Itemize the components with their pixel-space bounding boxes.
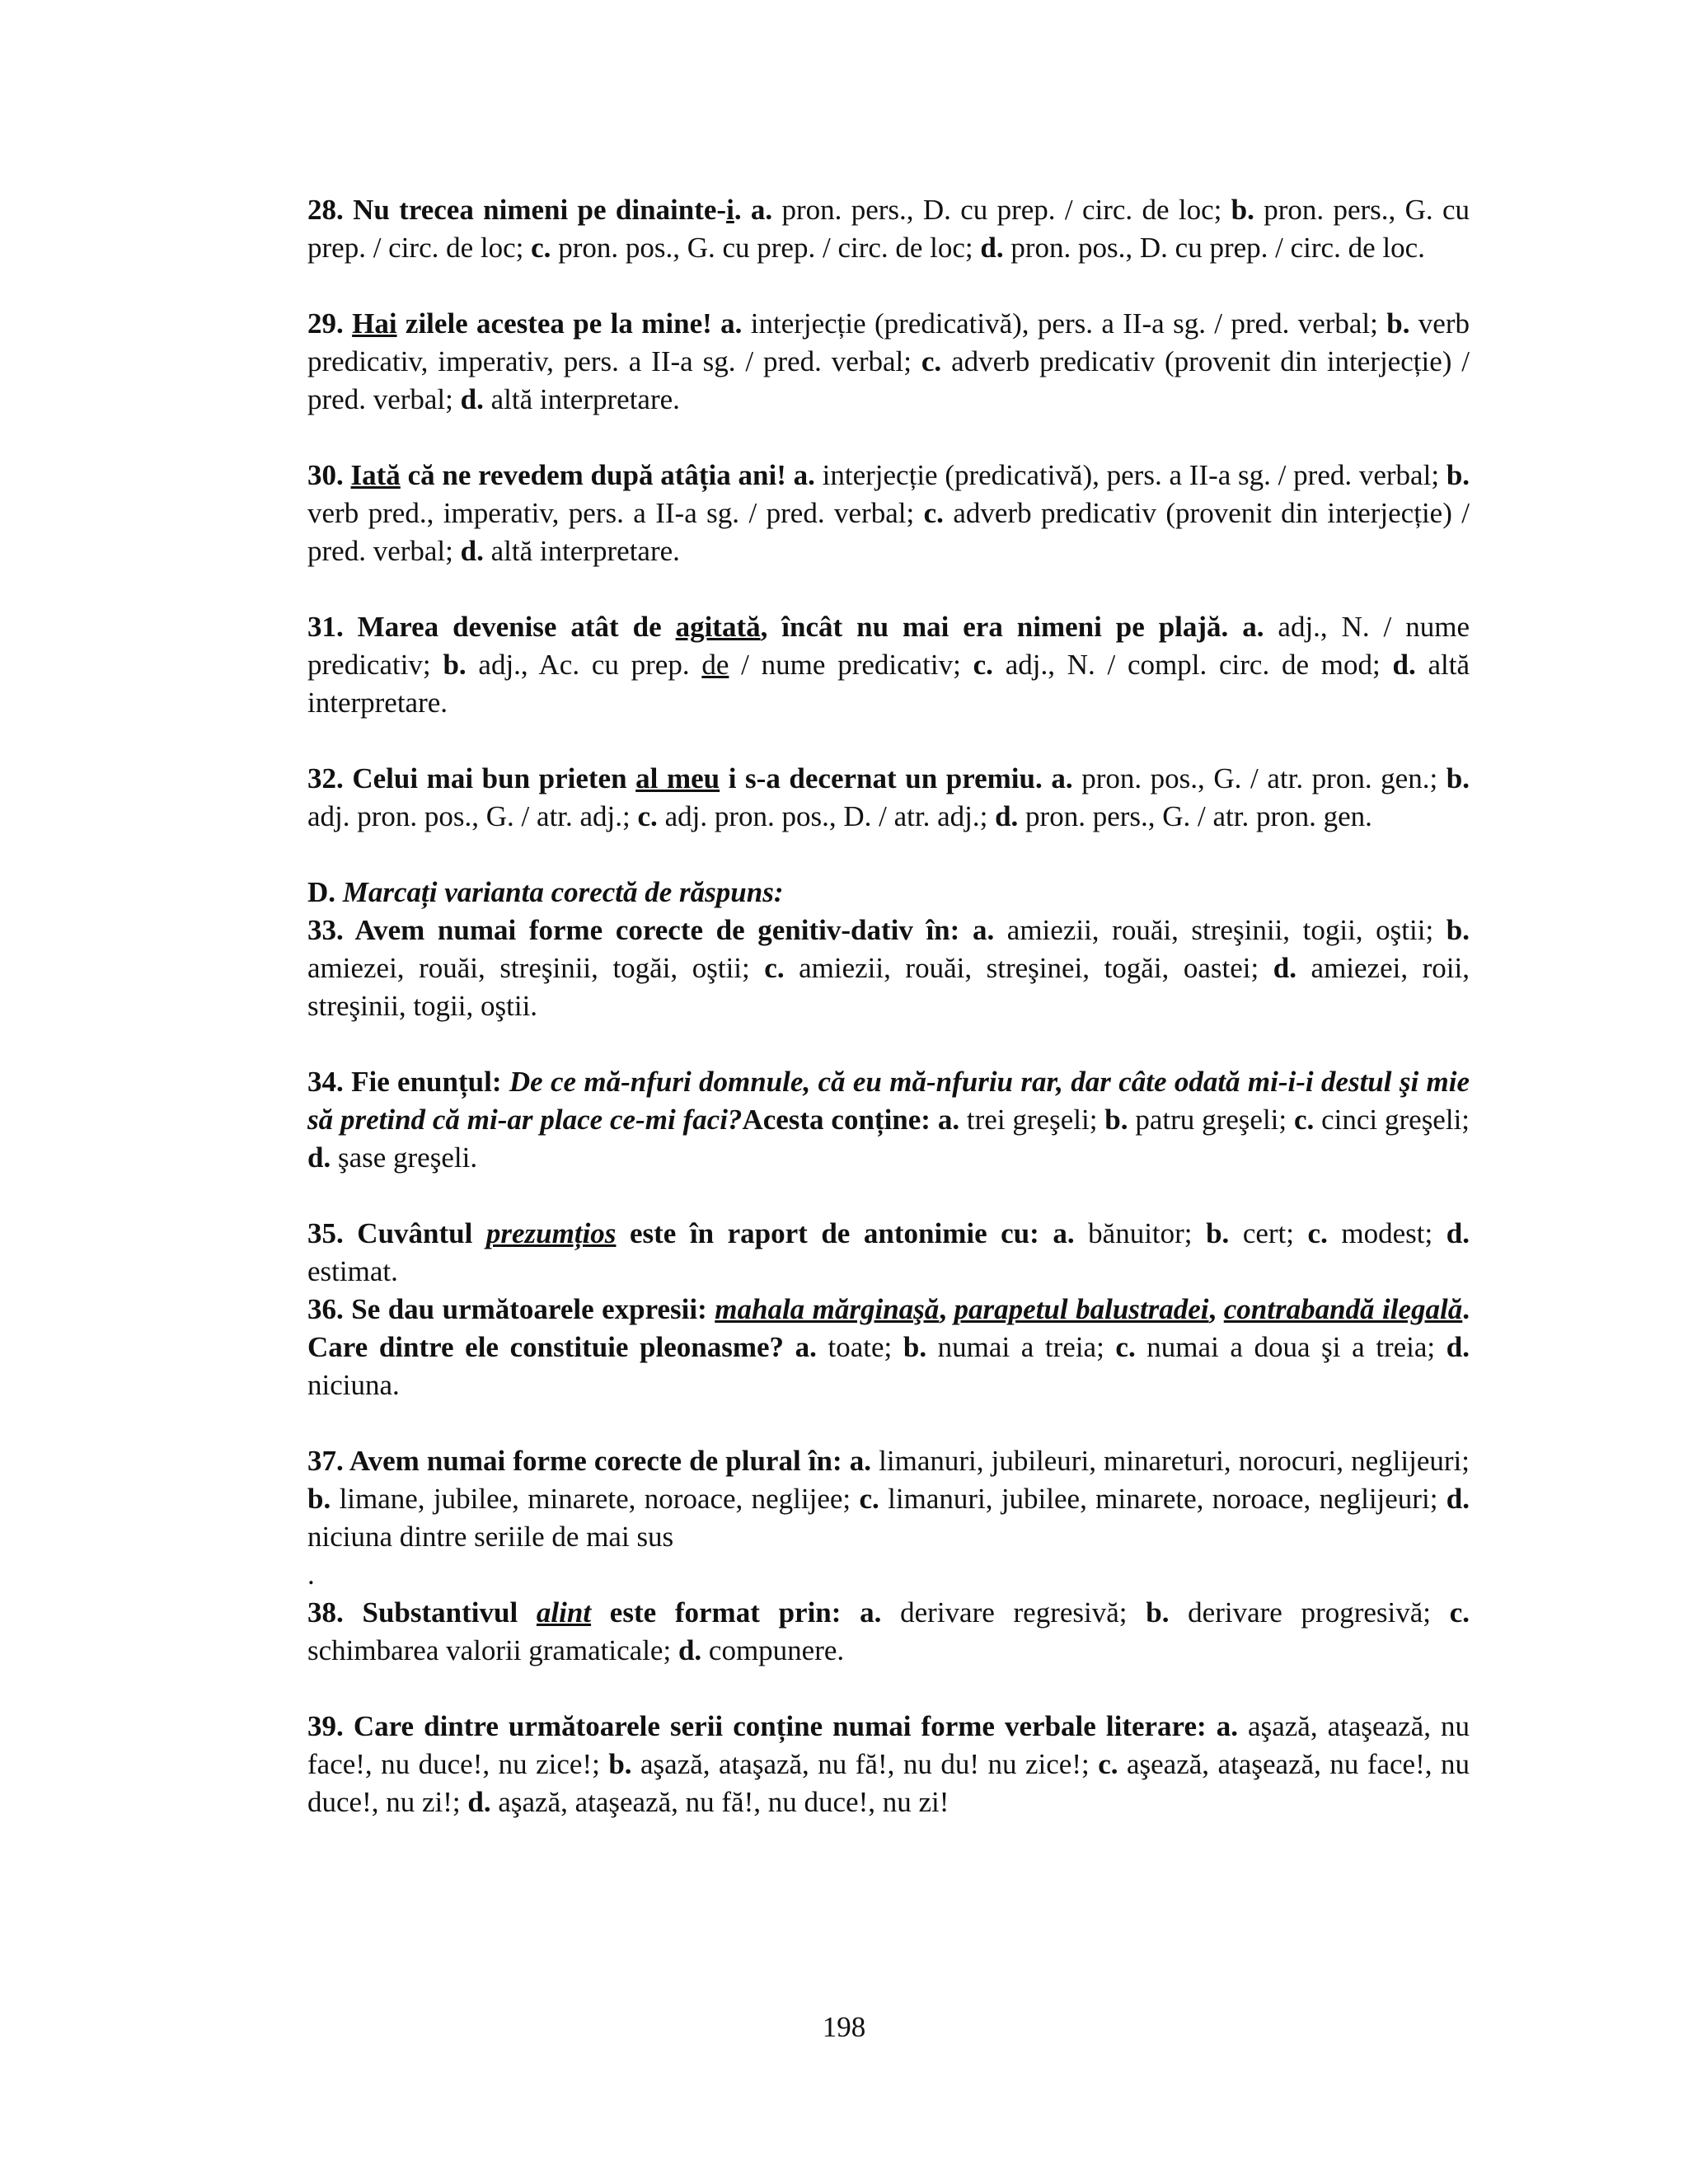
question-38: 38. Substantivul alint este format prin: a. derivare regresivă; b. derivare progresivă; c. schimbarea valorii gramaticale; d. compunere. <box>307 1596 1470 1666</box>
question-31: 31. Marea devenise atât de agitată, încât nu mai era nimeni pe plajă. a. adj., N. / nume predicativ; b. adj., Ac. cu prep. de / nume predicativ; c. adj., N. / compl. circ. de mod; d. altă interpretare. <box>307 611 1470 719</box>
question-30: 30. Iată că ne revedem după atâția ani! a. interjecție (predicativă), pers. a II-a sg. / pred. verbal; b. verb pred., imperativ, pers. a II-a sg. / pred. verbal; c. adverb predicativ (provenit din interjecție) / pred. verbal; d. altă interpretare. <box>307 459 1470 567</box>
question-33: 33. Avem numai forme corecte de genitiv-dativ în: a. amiezii, rouăi, streşinii, togii, oştii; b. amiezei, rouăi, streşinii, togăi, oştii; c. amiezii, rouăi, streşinei, togăi, oastei; d. amiezei, roii, streşinii, togii, oştii. <box>307 914 1470 1022</box>
question-39: 39. Care dintre următoarele serii conține numai forme verbale literare: a. aşază, ataşează, nu face!, nu duce!, nu zice!; b. aşază, ataşază, nu fă!, nu du! nu zice!; c. aşează, ataşează, nu face!, nu duce!, nu zi!; d. aşază, ataşează, nu fă!, nu duce!, nu zi! <box>307 1710 1470 1818</box>
page-number: 198 <box>822 2011 866 2043</box>
section-d-heading: D. Marcați varianta corectă de răspuns: <box>307 876 784 908</box>
question-29-stem: 29. Hai zilele acestea pe la mine! <box>307 307 712 340</box>
question-30-stem: 30. Iată că ne revedem după atâția ani! <box>307 459 786 491</box>
question-34-quote: De ce mă-nfuri domnule, că eu mă-nfuriu rar, dar câte odată mi-i-i destul şi mie să pretind că mi-ar place ce-mi faci? <box>307 1066 1470 1136</box>
question-32: 32. Celui mai bun prieten al meu i s-a decernat un premiu. a. pron. pos., G. / atr. pron. gen.; b. adj. pron. pos., G. / atr. adj.; c. adj. pron. pos., D. / atr. adj.; d. pron. pers., G. / atr. pron. gen. <box>307 762 1470 832</box>
question-28: 28. Nu trecea nimeni pe dinainte-i. a. pron. pers., D. cu prep. / circ. de loc; b. pron. pers., G. cu prep. / circ. de loc; c. pron. pos., G. cu prep. / circ. de loc; d. pron. pos., D. cu prep. / circ. de loc. <box>307 194 1470 264</box>
stray-dot: . <box>307 1558 315 1591</box>
question-37: 37. Avem numai forme corecte de plural în: a. limanuri, jubileuri, minareturi, norocuri, neglijeuri; b. limane, jubilee, minarete, noroace, neglijee; c. limanuri, jubilee, minarete, noroace, neglijeuri; d. niciuna dintre seriile de mai sus <box>307 1445 1470 1553</box>
question-34: 34. Fie enunțul: De ce mă-nfuri domnule, că eu mă-nfuriu rar, dar câte odată mi-i-i destul şi mie să pretind că mi-ar place ce-mi faci?Acesta conține: a. trei greşeli; b. patru greşeli; c. cinci greşeli; d. şase greşeli. <box>307 1066 1470 1174</box>
question-29: 29. Hai zilele acestea pe la mine! a. interjecție (predicativă), pers. a II-a sg. / pred. verbal; b. verb predicativ, imperativ, pers. a II-a sg. / pred. verbal; c. adverb predicativ (provenit din interjecție) / pred. verbal; d. altă interpretare. <box>307 307 1470 415</box>
question-32-stem: 32. Celui mai bun prieten al meu i s-a decernat un premiu. <box>307 762 1043 794</box>
question-31-stem: 31. Marea devenise atât de agitată, încât nu mai era nimeni pe plajă. <box>307 611 1229 643</box>
question-28-stem: 28. Nu trecea nimeni pe dinainte-i. <box>307 194 742 226</box>
document-page <box>307 191 1470 1821</box>
question-36: 36. Se dau următoarele expresii: mahala mărginaşă, parapetul balustradei, contrabandă ilegală. Care dintre ele constituie pleonasme? a. toate; b. numai a treia; c. numai a doua şi a treia; d. niciuna. <box>307 1293 1470 1401</box>
question-35: 35. Cuvântul prezumțios este în raport de antonimie cu: a. bănuitor; b. cert; c. modest; d. estimat. <box>307 1217 1470 1287</box>
